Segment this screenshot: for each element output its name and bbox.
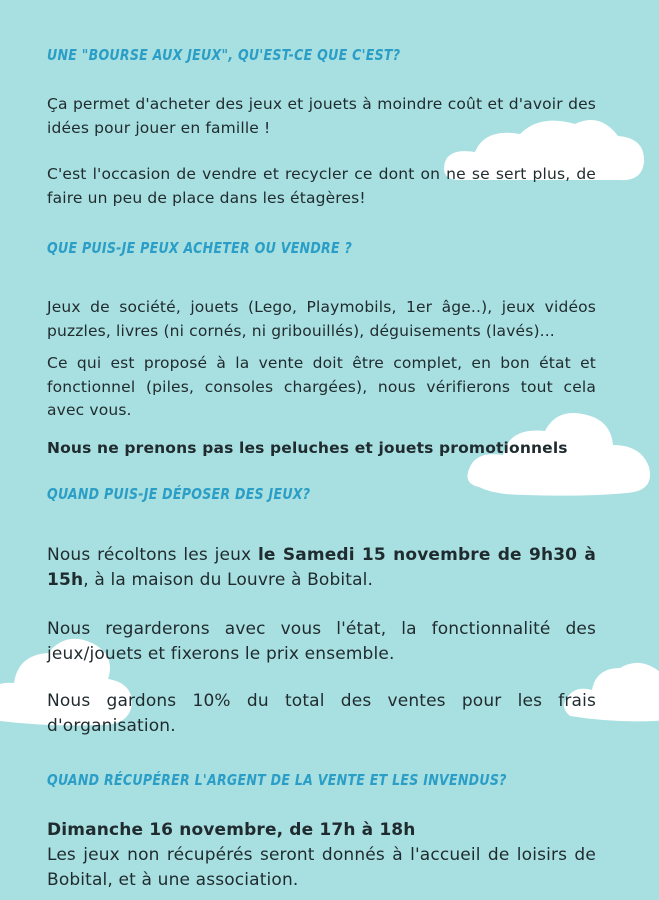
section-heading-recuperer: QUAND RÉCUPÉRER L'ARGENT DE LA VENTE ET LES INVENDUS?	[47, 771, 507, 789]
section-heading-acheter-vendre: QUE PUIS-JE PEUX ACHETER OU VENDRE ?	[47, 239, 353, 257]
paragraph-intro-sell: C'est l'occasion de vendre et recycler ce dont on ne se sert plus, de faire un peu de place dans les étagères!	[47, 165, 596, 207]
paragraph-evaluation: Nous regarderons avec vous l'état, la fonctionnalité des jeux/jouets et fixerons le prix ensemble.	[47, 619, 596, 664]
collection-text-before: Nous récoltons les jeux	[47, 545, 258, 565]
paragraph-item-list: Jeux de société, jouets (Lego, Playmobils, 1er âge..), jeux vidéos puzzles, livres (ni cornés, ni gribouillés), déguisements (lavés)...	[47, 298, 596, 340]
paragraph-conditions: Ce qui est proposé à la vente doit être complet, en bon état et fonctionnel (piles, consoles chargées), nous vérifierons tout cela avec vous.	[47, 354, 596, 419]
section-heading-bourse: UNE "BOURSE AUX JEUX", QU'EST-CE QUE C'EST?	[47, 46, 401, 64]
collection-text-after: , à la maison du Louvre à Bobital.	[83, 570, 374, 590]
collection-date-strong: le Samedi 15 novembre de 9h30 à 15h	[47, 545, 597, 590]
paragraph-excluded-items: Nous ne prenons pas les peluches et jouets promotionnels	[47, 439, 568, 457]
paragraph-pickup-date: Dimanche 16 novembre, de 17h à 18h	[47, 820, 416, 840]
section-heading-deposer: QUAND PUIS-JE DÉPOSER DES JEUX?	[47, 485, 311, 503]
paragraph-unclaimed-items: Les jeux non récupérés seront donnés à l'accueil de loisirs de Bobital, et à une association.	[47, 845, 596, 890]
paragraph-intro-buy: Ça permet d'acheter des jeux et jouets à moindre coût et d'avoir des idées pour jouer en famille !	[47, 95, 596, 137]
paragraph-commission: Nous gardons 10% du total des ventes pour les frais d'organisation.	[47, 691, 596, 736]
paragraph-collection-date	[47, 543, 596, 593]
